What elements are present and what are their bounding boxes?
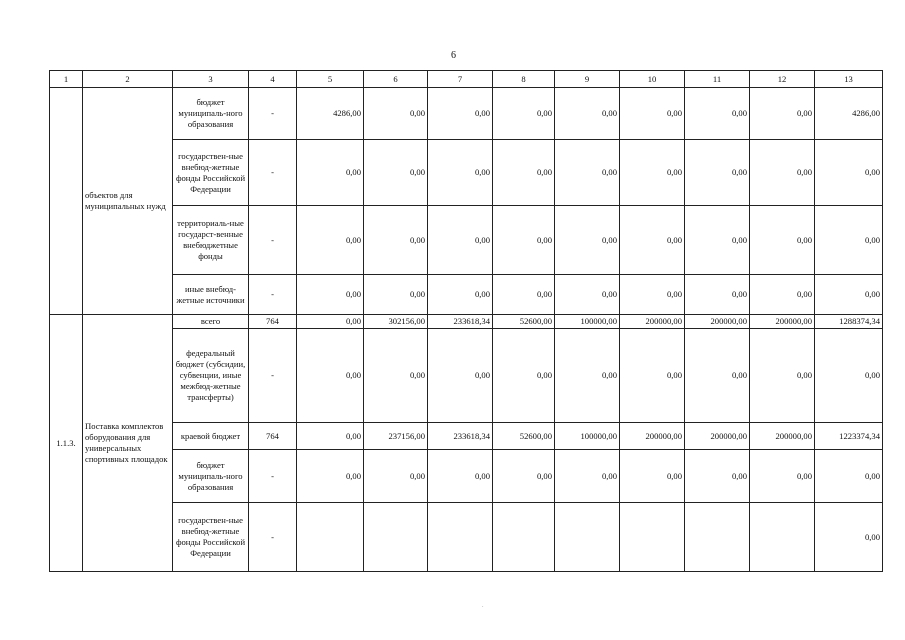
value-cell: 0,00 [364, 140, 428, 206]
value-cell: 0,00 [297, 423, 364, 450]
funding-source: территориаль-ные государст-венные внебюджетные фонды [173, 206, 249, 275]
code-cell: - [249, 329, 297, 423]
value-cell: 0,00 [493, 450, 555, 503]
value-cell: 0,00 [685, 206, 750, 275]
value-cell: 0,00 [555, 140, 620, 206]
value-cell: 0,00 [428, 450, 493, 503]
value-cell: 0,00 [620, 206, 685, 275]
value-cell: 0,00 [750, 140, 815, 206]
table-row [50, 275, 883, 315]
code-cell: - [249, 206, 297, 275]
funding-source: бюджет муниципаль-ного образования [173, 450, 249, 503]
header-cell: 10 [620, 71, 685, 88]
header-cell: 7 [428, 71, 493, 88]
value-cell: 0,00 [815, 329, 883, 423]
value-cell [685, 503, 750, 572]
value-cell: 200000,00 [685, 315, 750, 329]
budget-table [49, 70, 883, 572]
page-number: 6 [451, 50, 456, 61]
value-cell: 0,00 [297, 450, 364, 503]
table-row [50, 315, 883, 329]
code-cell: 764 [249, 315, 297, 329]
header-cell: 8 [493, 71, 555, 88]
code-cell: - [249, 450, 297, 503]
value-cell: 0,00 [555, 88, 620, 140]
value-cell: 0,00 [428, 88, 493, 140]
header-cell: 9 [555, 71, 620, 88]
value-cell: 52600,00 [493, 315, 555, 329]
value-cell: 0,00 [297, 206, 364, 275]
value-cell: 0,00 [815, 275, 883, 315]
value-cell: 302156,00 [364, 315, 428, 329]
table-row [50, 88, 883, 140]
code-cell: - [249, 275, 297, 315]
header-cell: 4 [249, 71, 297, 88]
value-cell: 0,00 [428, 206, 493, 275]
funding-source: всего [173, 315, 249, 329]
value-cell: 0,00 [364, 275, 428, 315]
value-cell: 1223374,34 [815, 423, 883, 450]
value-cell: 0,00 [685, 275, 750, 315]
value-cell: 200000,00 [620, 423, 685, 450]
header-cell: 1 [50, 71, 83, 88]
value-cell: 0,00 [493, 88, 555, 140]
value-cell: 0,00 [620, 275, 685, 315]
funding-source: федеральный бюджет (субсидии, субвенции, иные межбюд-жетные трансферты) [173, 329, 249, 423]
header-cell: 11 [685, 71, 750, 88]
value-cell: 52600,00 [493, 423, 555, 450]
item-title: объектов для муниципальных нужд [83, 88, 173, 315]
funding-source: государствен-ные внебюд-жетные фонды Российской Федерации [173, 503, 249, 572]
code-cell: 764 [249, 423, 297, 450]
value-cell: 0,00 [428, 140, 493, 206]
value-cell: 0,00 [620, 329, 685, 423]
table-row [50, 329, 883, 423]
value-cell [297, 503, 364, 572]
value-cell: 0,00 [620, 88, 685, 140]
value-cell: 237156,00 [364, 423, 428, 450]
value-cell: 233618,34 [428, 423, 493, 450]
value-cell: 0,00 [685, 140, 750, 206]
value-cell: 0,00 [685, 450, 750, 503]
value-cell: 0,00 [428, 275, 493, 315]
value-cell: 200000,00 [685, 423, 750, 450]
value-cell [555, 503, 620, 572]
value-cell: 200000,00 [620, 315, 685, 329]
value-cell: 233618,34 [428, 315, 493, 329]
value-cell: 0,00 [555, 329, 620, 423]
table-row [50, 503, 883, 572]
value-cell: 0,00 [815, 450, 883, 503]
value-cell [620, 503, 685, 572]
value-cell: 0,00 [364, 450, 428, 503]
value-cell: 0,00 [493, 140, 555, 206]
value-cell: 0,00 [620, 450, 685, 503]
value-cell: 100000,00 [555, 423, 620, 450]
value-cell: 0,00 [364, 88, 428, 140]
table-row [50, 450, 883, 503]
header-cell: 13 [815, 71, 883, 88]
value-cell: 0,00 [685, 329, 750, 423]
value-cell: 0,00 [685, 88, 750, 140]
value-cell [750, 503, 815, 572]
value-cell: 0,00 [815, 206, 883, 275]
header-row [50, 71, 883, 88]
table-row [50, 206, 883, 275]
value-cell: 0,00 [493, 206, 555, 275]
value-cell: 0,00 [297, 329, 364, 423]
item-number: 1.1.3. [50, 315, 83, 572]
value-cell: 0,00 [297, 140, 364, 206]
code-cell: - [249, 140, 297, 206]
value-cell: 0,00 [750, 88, 815, 140]
scan-speck: . [482, 603, 484, 609]
code-cell: - [249, 88, 297, 140]
value-cell: 0,00 [297, 315, 364, 329]
header-cell: 12 [750, 71, 815, 88]
value-cell: 0,00 [815, 140, 883, 206]
value-cell: 0,00 [428, 329, 493, 423]
value-cell: 1288374,34 [815, 315, 883, 329]
table-row [50, 423, 883, 450]
table-body [50, 71, 883, 572]
table-row [50, 140, 883, 206]
funding-source: бюджет муниципаль-ного образования [173, 88, 249, 140]
item-number [50, 88, 83, 315]
value-cell: 0,00 [750, 329, 815, 423]
funding-source: государствен-ные внебюд-жетные фонды Российской Федерации [173, 140, 249, 206]
value-cell: 0,00 [555, 206, 620, 275]
value-cell: 0,00 [364, 206, 428, 275]
value-cell: 0,00 [815, 503, 883, 572]
value-cell: 0,00 [750, 275, 815, 315]
value-cell: 100000,00 [555, 315, 620, 329]
value-cell: 0,00 [620, 140, 685, 206]
header-cell: 3 [173, 71, 249, 88]
value-cell: 4286,00 [815, 88, 883, 140]
value-cell: 0,00 [750, 450, 815, 503]
value-cell: 0,00 [750, 206, 815, 275]
value-cell [493, 503, 555, 572]
code-cell: - [249, 503, 297, 572]
value-cell: 200000,00 [750, 315, 815, 329]
header-cell: 2 [83, 71, 173, 88]
value-cell: 0,00 [297, 275, 364, 315]
header-cell: 5 [297, 71, 364, 88]
value-cell: 0,00 [493, 329, 555, 423]
value-cell: 4286,00 [297, 88, 364, 140]
value-cell [428, 503, 493, 572]
value-cell: 0,00 [364, 329, 428, 423]
funding-source: иные внебюд-жетные источники [173, 275, 249, 315]
funding-source: краевой бюджет [173, 423, 249, 450]
value-cell: 0,00 [555, 450, 620, 503]
value-cell: 0,00 [493, 275, 555, 315]
value-cell: 200000,00 [750, 423, 815, 450]
item-title: Поставка комплектов оборудования для универсальных спортивных площадок [83, 315, 173, 572]
value-cell [364, 503, 428, 572]
header-cell: 6 [364, 71, 428, 88]
value-cell: 0,00 [555, 275, 620, 315]
